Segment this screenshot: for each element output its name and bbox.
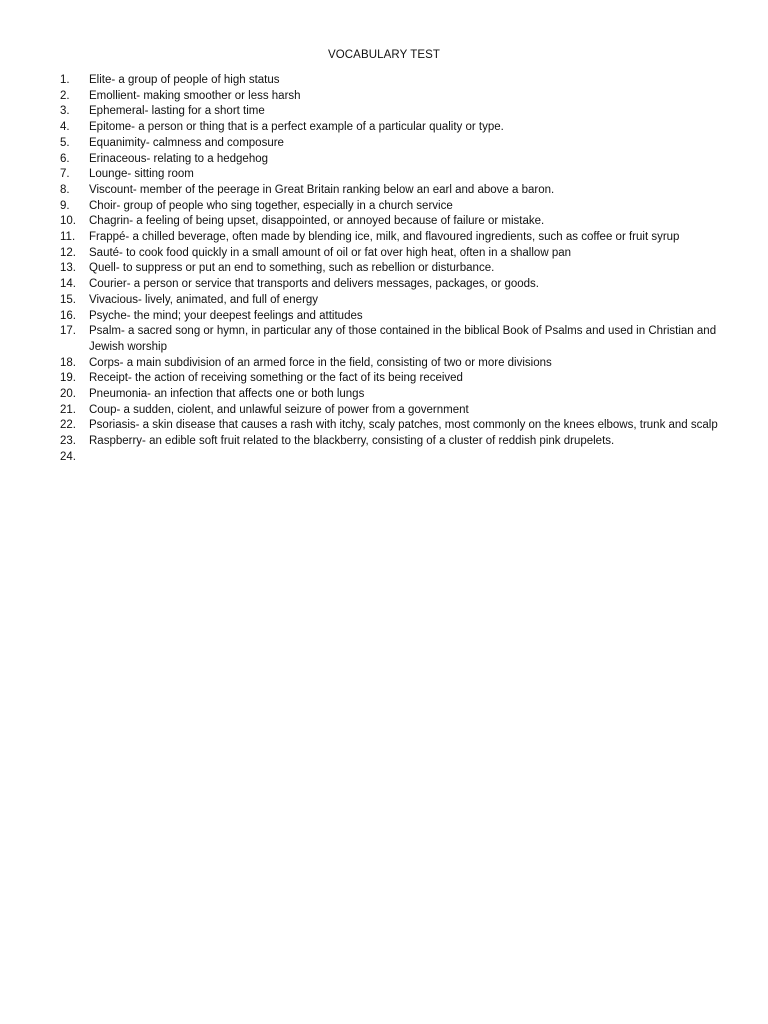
item-definition: Choir- group of people who sing together, especially in a church service bbox=[89, 199, 453, 212]
item-number: 17. bbox=[60, 325, 76, 338]
item-number: 15. bbox=[60, 293, 76, 306]
item-number: 8. bbox=[60, 183, 70, 196]
list-item bbox=[60, 120, 720, 136]
list-item bbox=[60, 418, 720, 434]
item-number: 7. bbox=[60, 168, 70, 181]
item-definition: Elite- a group of people of high status bbox=[89, 74, 280, 86]
list-item bbox=[60, 246, 720, 262]
item-definition: Vivacious- lively, animated, and full of energy bbox=[89, 293, 319, 306]
list-item bbox=[60, 167, 720, 183]
item-definition: Quell- to suppress or put an end to something, such as rebellion or disturbance. bbox=[89, 262, 495, 275]
item-definition: Psyche- the mind; your deepest feelings and attitudes bbox=[89, 309, 363, 322]
item-definition: Coup- a sudden, ciolent, and unlawful seizure of power from a government bbox=[89, 403, 469, 416]
list-item bbox=[60, 73, 720, 89]
item-definition: Emollient- making smoother or less harsh bbox=[89, 89, 301, 102]
item-definition: Corps- a main subdivision of an armed force in the field, consisting of two or more divisions bbox=[89, 356, 552, 369]
item-number: 9. bbox=[60, 199, 70, 212]
item-definition: Viscount- member of the peerage in Great Britain ranking below an earl and above a baron. bbox=[89, 183, 555, 196]
list-item bbox=[60, 230, 720, 246]
list-item bbox=[60, 309, 720, 325]
item-definition: Epitome- a person or thing that is a perfect example of a particular quality or type. bbox=[89, 121, 504, 134]
item-definition: Raspberry- an edible soft fruit related to the blackberry, consisting of a cluster of reddish pink drupelets. bbox=[89, 435, 615, 448]
list-item bbox=[60, 183, 720, 199]
list-item bbox=[60, 277, 720, 293]
item-number: 1. bbox=[60, 74, 70, 86]
list-item bbox=[60, 403, 720, 419]
item-number: 5. bbox=[60, 136, 70, 149]
item-definition: Frappé- a chilled beverage, often made by blending ice, milk, and flavoured ingredients, such as coffee or fruit syrup bbox=[89, 231, 680, 244]
item-definition: Psoriasis- a skin disease that causes a rash with itchy, scaly patches, most commonly on the knees elbows, trunk and scalp bbox=[89, 419, 718, 432]
list-item bbox=[60, 104, 720, 120]
item-number: 20. bbox=[60, 388, 76, 401]
list-item bbox=[60, 324, 720, 355]
item-definition: Lounge- sitting room bbox=[89, 168, 194, 181]
list-item bbox=[60, 450, 720, 466]
list-item bbox=[60, 261, 720, 277]
item-definition: Erinaceous- relating to a hedgehog bbox=[89, 152, 269, 165]
item-number: 23. bbox=[60, 435, 76, 448]
item-number: 12. bbox=[60, 246, 76, 259]
vocabulary-list bbox=[60, 73, 720, 466]
item-definition: Receipt- the action of receiving something or the fact of its being received bbox=[89, 372, 463, 385]
item-number: 18. bbox=[60, 356, 76, 369]
item-definition: Sauté- to cook food quickly in a small amount of oil or fat over high heat, often in a shallow pan bbox=[89, 246, 572, 259]
item-number: 21. bbox=[60, 403, 76, 416]
list-item bbox=[60, 293, 720, 309]
item-definition: Courier- a person or service that transports and delivers messages, packages, or goods. bbox=[89, 278, 539, 291]
page-title: VOCABULARY TEST bbox=[327, 49, 441, 61]
item-number: 2. bbox=[60, 89, 70, 102]
item-definition: Chagrin- a feeling of being upset, disappointed, or annoyed because of failure or mistake. bbox=[89, 215, 545, 228]
list-item bbox=[60, 387, 720, 403]
item-number: 4. bbox=[60, 121, 70, 134]
list-item bbox=[60, 214, 720, 230]
item-number: 24. bbox=[60, 450, 76, 463]
item-number: 3. bbox=[60, 105, 70, 118]
list-item bbox=[60, 152, 720, 168]
item-definition: Pneumonia- an infection that affects one or both lungs bbox=[89, 388, 365, 401]
item-number: 6. bbox=[60, 152, 70, 165]
item-number: 19. bbox=[60, 372, 76, 385]
item-number: 10. bbox=[60, 215, 76, 228]
item-definition: Psalm- a sacred song or hymn, in particular any of those contained in the biblical Book of Psalms and used in Christian and Jewish worship bbox=[89, 325, 717, 353]
list-item bbox=[60, 356, 720, 372]
item-number: 11. bbox=[60, 231, 76, 244]
item-definition: Equanimity- calmness and composure bbox=[89, 136, 284, 149]
item-definition: Ephemeral- lasting for a short time bbox=[89, 105, 265, 118]
list-item bbox=[60, 199, 720, 215]
item-number: 16. bbox=[60, 309, 76, 322]
list-item bbox=[60, 371, 720, 387]
list-item bbox=[60, 136, 720, 152]
list-item bbox=[60, 89, 720, 105]
list-item bbox=[60, 434, 720, 450]
item-number: 13. bbox=[60, 262, 76, 275]
item-number: 14. bbox=[60, 278, 76, 291]
item-number: 22. bbox=[60, 419, 76, 432]
